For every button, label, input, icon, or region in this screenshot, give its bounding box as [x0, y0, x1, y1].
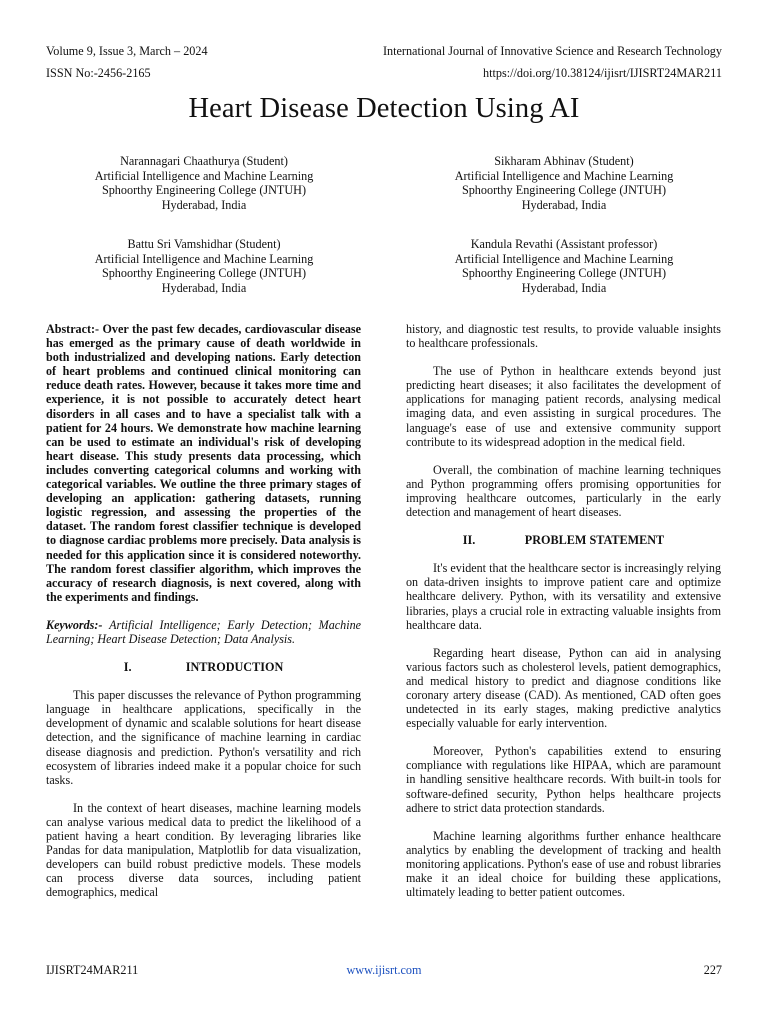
section-heading-problem-statement [406, 533, 721, 547]
author-block-4 [414, 237, 714, 295]
author-college: Sphoorthy Engineering College (JNTUH) [101, 266, 307, 280]
author-city: Hyderabad, India [161, 197, 247, 212]
website-link[interactable]: www.ijisrt.com [346, 963, 422, 977]
abstract: Abstract:- Over the past few decades, cardiovascular disease has emerged as the primary cause of death worldwide in both industrialized and developing nations. Early detection of heart problems and continued clinical monitoring can reduce death rates. However, because it takes more time and experience, it is not possible to accurately detect heart disorders in all cases and to have a specialist talk with a patient for 24 hours. We demonstrate how machine learning can be used to estimate an individual's risk of developing heart disease. This study presents data processing, which includes converting categorical columns and working with categorical variables. We outline the three primary stages of developing an application: gathering datasets, running logistic regression, and assessing the properties of the dataset. The random forest classifier technique is developed to diagnose cardiac problems more precisely. Data analysis is needed for this application since it is considered noteworthy. The random forest classifier algorithm, which improves the accuracy of research diagnosis, is next covered, along with the experiments and findings. [46, 322, 361, 604]
author-college: Sphoorthy Engineering College (JNTUH) [461, 183, 667, 197]
section-heading-introduction [46, 660, 361, 674]
author-dept: Artificial Intelligence and Machine Learning [94, 168, 314, 183]
paper-title: Heart Disease Detection Using AI [188, 93, 580, 124]
author-block-1 [54, 154, 354, 212]
author-dept: Artificial Intelligence and Machine Learning [454, 168, 674, 183]
author-city: Hyderabad, India [521, 197, 607, 212]
journal-name: International Journal of Innovative Science and Research Technology [382, 44, 722, 58]
author-dept: Artificial Intelligence and Machine Learning [454, 251, 674, 266]
author-college: Sphoorthy Engineering College (JNTUH) [461, 266, 667, 280]
footer-paper-id: IJISRT24MAR211 [46, 963, 139, 977]
author-college: Sphoorthy Engineering College (JNTUH) [101, 183, 307, 197]
right-column [406, 322, 721, 913]
author-block-2 [414, 154, 714, 212]
section-title: INTRODUCTION [185, 660, 284, 675]
author-dept: Artificial Intelligence and Machine Learning [94, 251, 314, 266]
author-block-3 [54, 237, 354, 295]
author-name: Kandula Revathi (Assistant professor) [470, 237, 658, 251]
section-number: I. [123, 660, 132, 675]
section-title: PROBLEM STATEMENT [524, 533, 665, 548]
intro-paragraph-2: In the context of heart diseases, machine learning models can analyse various medical data to predict the likelihood of a patient having a heart condition. By leveraging libraries like Pandas for data manipulation, Matplotlib for data visualization, developers can build robust predictive models. These models can process diverse data sources, including patient demographics, medical [46, 800, 361, 900]
author-name: Narannagari Chaathurya (Student) [120, 154, 288, 168]
page-number: 227 [703, 963, 722, 977]
author-city: Hyderabad, India [161, 280, 247, 295]
intro-paragraph-3: The use of Python in healthcare extends beyond just predicting heart diseases; it also facilitates the development of applications for managing patient records, analysing medical imaging data, and even assisting in surgical procedures. The language's ease of use and extensive community support contribute to its widespread adoption in the medical field. [406, 364, 721, 449]
problem-paragraph-4: Machine learning algorithms further enhance healthcare analytics by enabling the development of tracking and health monitoring applications. Python's ease of use and robust libraries make it an ideal choice for building these applications, ultimately leading to better patient outcomes. [406, 828, 721, 900]
author-name: Battu Sri Vamshidhar (Student) [127, 237, 281, 251]
keywords [46, 618, 361, 646]
volume-info: Volume 9, Issue 3, March – 2024 [46, 44, 208, 58]
problem-paragraph-1: It's evident that the healthcare sector is increasingly relying on data-driven insights to improve patient care and optimize healthcare delivery. Python, with its versatility and extensive libraries, plays a crucial role in extracting valuable insights from healthcare data. [406, 561, 721, 632]
intro-paragraph-2-continued: history, and diagnostic test results, to provide valuable insights to healthcare professionals. [406, 322, 721, 351]
problem-paragraph-2: Regarding heart disease, Python can aid in analysing various factors such as cholesterol levels, patient demographics, and medical history to predict and diagnose conditions like coronary artery disease (CAD). As mentioned, CAD often goes undetected in its early stages, making predictive analytics especially valuable for early intervention. [406, 645, 721, 731]
problem-paragraph-3: Moreover, Python's capabilities extend to ensuring compliance with regulations like HIPAA, which are paramount in handling sensitive healthcare records. With built-in tools for software-defined security, Python helps healthcare projects adhere to strict data protection standards. [406, 744, 721, 815]
doi-link[interactable]: https://doi.org/10.38124/ijisrt/IJISRT24MAR211 [483, 66, 722, 80]
keywords-label: Keywords:- [46, 617, 103, 632]
section-number: II. [462, 533, 476, 548]
intro-paragraph-4: Overall, the combination of machine learning techniques and Python programming offers promising opportunities for improving healthcare outcomes, particularly in the early detection and management of heart diseases. [406, 462, 721, 520]
keywords-text: Artificial Intelligence; Early Detection; Machine Learning; Heart Disease Detection; Data Analysis. [46, 617, 361, 646]
left-column [46, 322, 361, 913]
author-name: Sikharam Abhinav (Student) [494, 154, 634, 168]
footer-website-link [0, 963, 768, 978]
author-city: Hyderabad, India [521, 280, 607, 295]
issn: ISSN No:-2456-2165 [46, 66, 151, 80]
intro-paragraph-1: This paper discusses the relevance of Python programming language in healthcare applications, specifically in the development of dynamic and scalable solutions for heart disease detection, and the significance of machine learning in cardiac disease diagnosis and prediction. Python's versatility and rich ecosystem of libraries indeed make it a popular choice for such tasks. [46, 688, 361, 787]
